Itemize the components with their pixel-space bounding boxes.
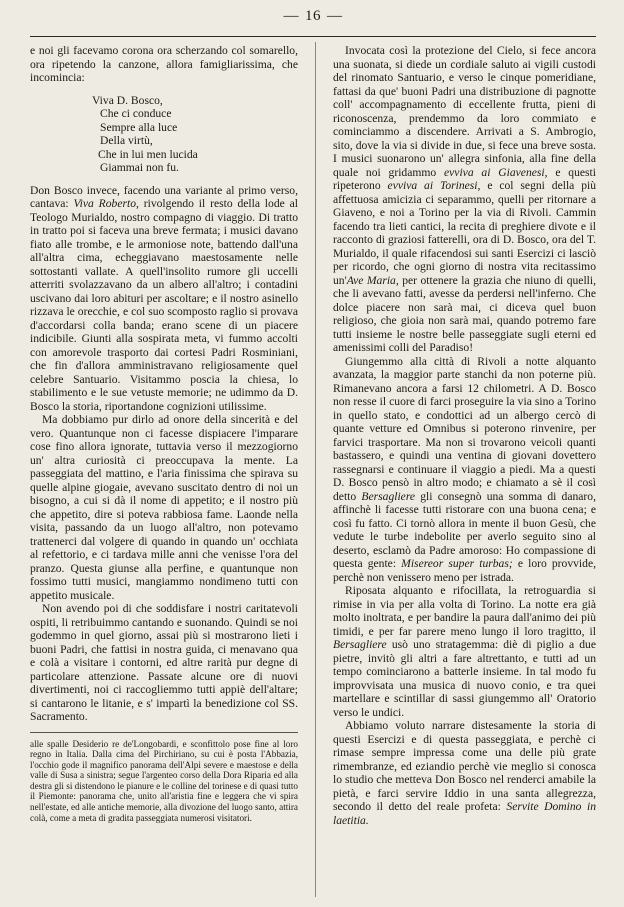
text-run: gli consegnò una somma di danaro, affinchè li facesse tutti ristorare con una buona cena; e così fu fatto. Ci tornò allora in mente il buon Gesù, che vedute le turbe indebolite per averlo seguito sino al deserto, esclamò da Padre amoroso: Ho compassione di questa gente: (333, 489, 596, 570)
verse-line: Che ci conduce (100, 107, 172, 120)
paragraph: Non avendo poi di che soddisfare i nostri caritatevoli ospiti, li retribuimmo cantando e suonando. Quindi se noi godemmo in quel giorno, assai più si mostrarono lieti i buoni Padri, che fattisi in nostra guida, ci menavano qua e colà a visitare i contorni, ed altre rarità pur degne di particolare attenzione. Passate alcune ore di nuovi divertimenti, noi ci raccogliemmo tutti appiè dell'altare; si cantarono le litanie, e s' impartì la benedizione col SS. Sacramento. (30, 602, 298, 723)
text-run: Giungemmo alla città di Rivoli a notte alquanto avanzata, la maggior parte stanchi da non poterne più. Rimanevano ancora a farsi 12 chilometri. A D. Bosco non resse il cuore di farci proseguire la via sino a Torino in quello stato, e condottici ad un albergo cercò di quante vetture ed Omnibus si poterono rinvenire, per farvici trasportare. Ma non si trovarono veicoli quanti bastassero, e quindi una ventina di giovani dovettero rassegnarsi e continuare il viaggio a piedi. Ma a questi D. Bosco pensò in altro modo; e chiamato a sè il così detto (333, 354, 596, 503)
italic-text: Viva Roberto, (73, 197, 139, 210)
text-run: Don Bosco invece, facendo una variante al primo verso, cantava: (30, 183, 298, 210)
text-run: rivolgendo il resto della lode al Teologo Murialdo, nostro compagno di viaggio. Di tratto in tratto poi si faceva una breve fermata; i musici davano fiato alle trombe, e le armoniose note, battendo dall'una all'altra cima, echeggiavano maestosamente nelle sottostanti vallate. A quell'insolito rumore gli uccelli atterriti svolazzavano da un albero all'altro; i contadini uscivano dai loro abituri per ascoltare; e il nostro asinello rizzava le orecchie, e col suo scomposto raglio si provava d'accordarsi colla banda; erano scene di un piacere indicibile. Giunti alla sospirata meta, vi fummo accolti con amorevole trasporto dai cortesi Padri Rosminiani, che fin d'allora amministravano religiosamente quel celebre Santuario. Visitammo poscia la chiesa, lo stabilimento e le sue vetuste memorie; ne udimmo da D. Bosco la storia, riportandone cognizioni utilissime. (30, 197, 298, 413)
paragraph (30, 184, 298, 414)
text-run: e questi ripeterono (333, 165, 596, 192)
text-run: Invocata così la protezione del Cielo, si fece ancora una suonata, si diede un cordiale saluto ai vigili custodi del rinomato Santuario, e verso le cinque pomeridiane, fattasi da que' buoni Padri una distribuzione di pagnotte coll' accompagnamento di eccellente frutta, pieni di riconoscenza, prendemmo da loro commiato e cominciammo a discendere. Arrivati a S. Ambrogio, sito, dove la via si divide in due, si fece una breve sosta. I musici suonarono un' allegra sinfonia, alla fine della quale noi gridammo (333, 44, 596, 179)
verse-line: Giammai non fu. (100, 161, 179, 174)
verse-line: Che in lui men lucida (98, 147, 198, 161)
verse-line: Sempre alla luce (100, 120, 178, 134)
text-run: e col segni della più affettuosa amicizia ci separammo, quelli per ritornare a Giaveno, e noi a Torino per la via di Rivoli. Cammin facendo tra lieti cantici, la recita di preghiere divote e il racconto di graziosi fatterelli, ora di D. Bosco, ora del T. Murialdo, il quale rifacendosi sui santi Esercizi ci lasciò per ricordo, che ogni giorno di nostra vita recitassimo un' (333, 179, 597, 287)
footnote-rule (30, 732, 298, 733)
text-run: per ottenere la grazia che niuno di quelli, che li avevano fatti, avesse da perdersi nell'inferno. Che dolce piacere non sarà mai, ci diceva quel buon religioso, che gioia non sarà mai, quando potremo fare tutti insieme le nostre belle passeggiate sugli eterni ed amenissimi colli del Paradiso! (333, 273, 597, 354)
header-dash-right: — (327, 8, 343, 24)
right-column (333, 44, 596, 827)
paragraph: Ma dobbiamo pur dirlo ad onore della sincerità e del vero. Quantunque non ci facesse dispiacere l'imparare cose fino allora ignorate, tuttavia verso il mezzogiorno un' altra curiosità ci preoccupava la mente. La passeggiata del mattino, e l'aria finissima che spirava su quelle alpine giogaie, avevano suscitato dentro di noi un bisogno, a cui si dà il nome di appetito; e il nostro più che appetito, dire si poteva rabbiosa fame. Laonde nella visita, passando da un luogo all'altro, non potevamo trattenerci dal volgere di quando in quando un' occhiata al refettorio, e ci tardava mille anni che venisse l'ora del pranzo. Questa giunse alla perfine, e quantunque non fossimo tutti musici, mangiammo nondimeno tutti con appetito musicale. (30, 413, 298, 602)
column-divider (315, 42, 316, 897)
paragraph: e noi gli facevamo corona ora scherzando col somarello, ora ripetendo la canzone, allora famigliarissima, che incomincia: (30, 44, 298, 84)
italic-text: Misereor super turbas; (401, 557, 513, 570)
footnote: alle spalle Desiderio re de'Longobardi, e sconfittolo pose fine al loro regno in Italia. Dalla cima del Pirchiriano, su cui è posta l'Abbazia, l'occhio gode il magnifico panorama dell'Alpi severe e maestose e della valle di Susa a sinistra; segue l'argenteo corso della Dora Riparia ed alla destra gli si distendono le pianure e le colline del torinese e di quasi tutto il Piemonte: panorama che, unito all'aristia fine e leggera che vi spira nell'estate, ed alle antiche memorie, alla divozione del luogo santo, attira colà, come a meta di gradita passeggiata numerosi visitatori. (30, 738, 298, 823)
header-dash-left: — (283, 8, 299, 24)
paragraph (333, 44, 596, 355)
italic-text: Bersagliere (333, 638, 387, 651)
text-run: usò uno stratagemma: diè di piglio a due pietre, invitò gli altri a fare altrettanto, e tutti ad un tempo cominciarono a batterle insieme. In tal modo fu improvvisata una musica di nuovo conio, e tra quei martellare e scintillar di sassi giungemmo all' Oratorio verso le undici. (333, 638, 596, 719)
paragraph (333, 719, 596, 827)
song-verse (30, 94, 298, 175)
left-column (30, 44, 298, 823)
text-run: Riposata alquanto e rifocillata, la retroguardia si rimise in via per alla volta di Torino. La notte era già molto inoltrata, e per bandire la paura dall'animo dei più timidi, e per far parere meno lungo il loro tragitto, il (333, 584, 596, 638)
page-number: 16 (305, 8, 321, 24)
header-rule (30, 36, 596, 37)
page-header (30, 8, 596, 25)
italic-text: Servite Domino in laetitia. (333, 800, 596, 827)
italic-text: Bersagliere (361, 489, 416, 503)
italic-text: evviva ai Torinesi, (387, 179, 481, 192)
text-run: e loro provvide, perchè non venissero meno per istrada. (333, 557, 596, 584)
text-run: Abbiamo voluto narrare distesamente la storia di questi Esercizi e di questa passeggiata, e perchè ci rimase sempre impressa come una delle più grate rimembranze, ed eziandio perchè vie meglio si conosca lo studio che metteva Don Bosco nel renderci amabile la pietà, e farci servire Iddio in una santa allegrezza, secondo il detto del reale profeta: (333, 719, 596, 813)
verse-line: Viva D. Bosco, (92, 93, 163, 107)
italic-text: Ave Maria, (346, 273, 399, 287)
italic-text: evviva ai Giavenesi, (444, 165, 548, 179)
paragraph (333, 355, 596, 585)
paragraph (333, 584, 596, 719)
verse-line: Della virtù, (100, 134, 153, 147)
